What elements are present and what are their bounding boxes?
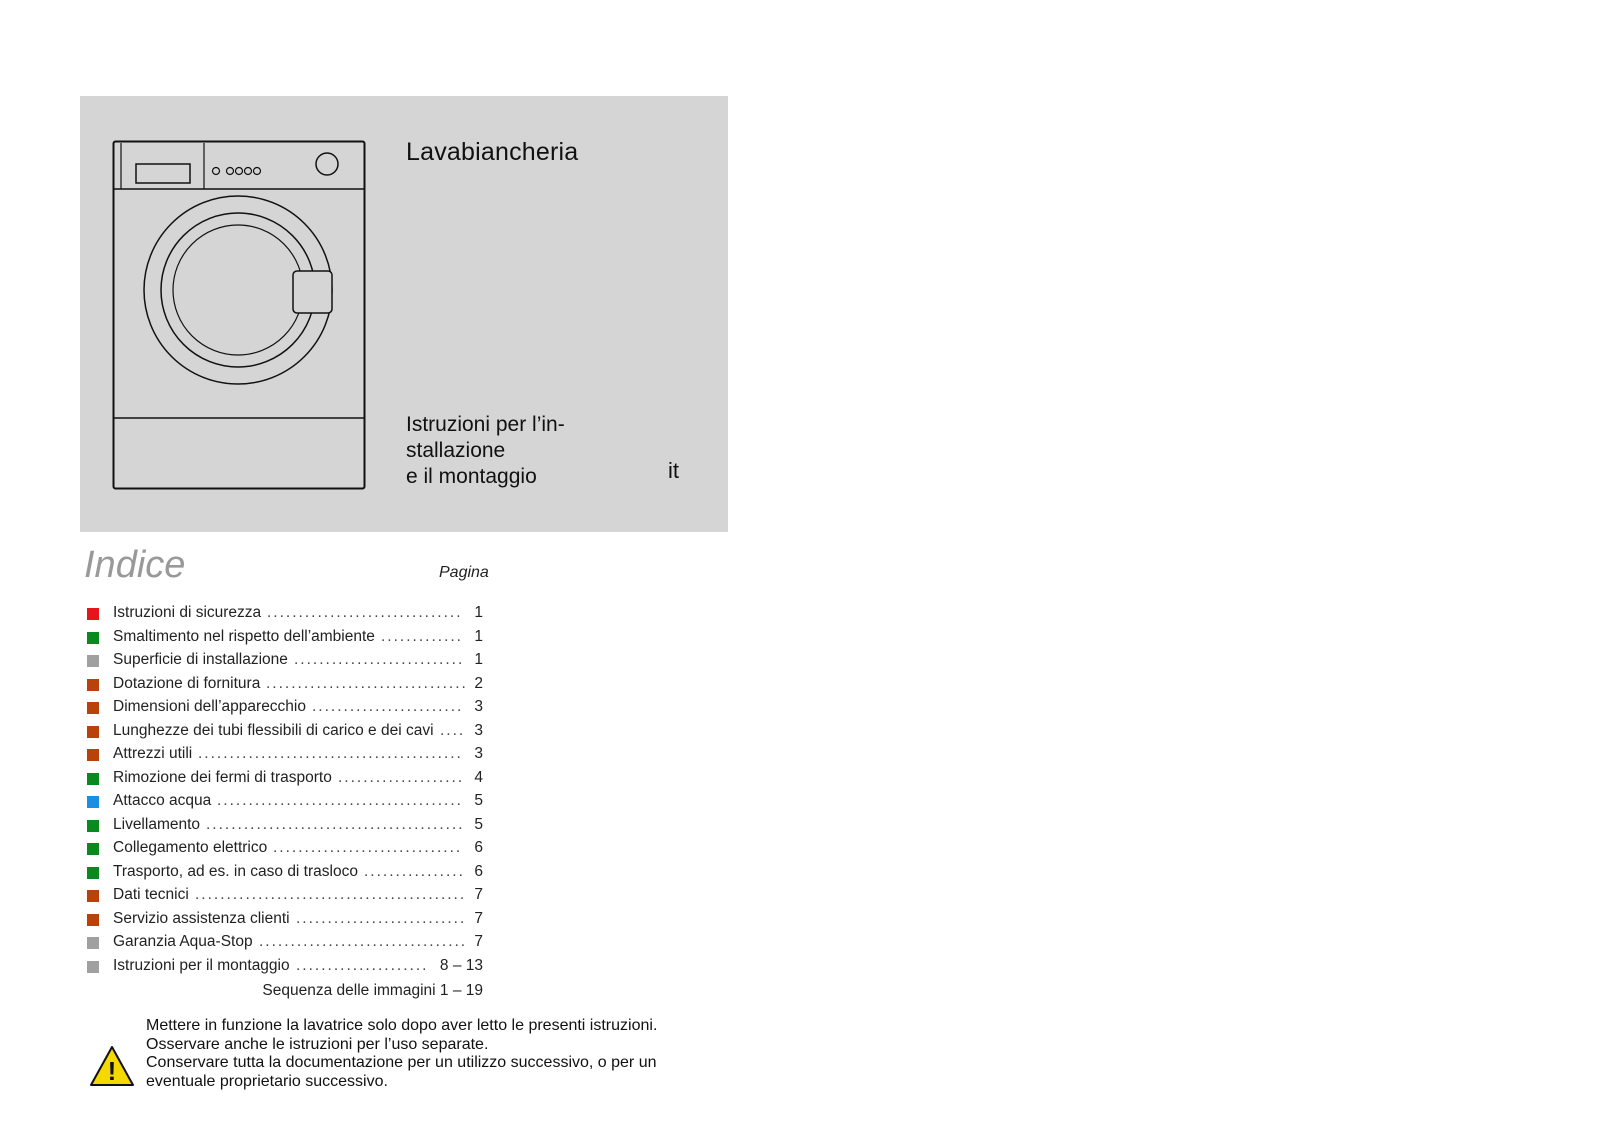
toc-leader-dots: ................ <box>364 862 465 880</box>
toc-leader-dots: .............................. <box>273 839 463 856</box>
toc-color-marker <box>87 914 99 926</box>
toc-leader-dots: ............. <box>381 627 463 645</box>
toc-leader-dots: ................................. <box>259 933 468 950</box>
toc-item <box>87 792 483 816</box>
toc-item <box>87 651 483 675</box>
toc-item <box>87 769 483 793</box>
toc-item-page: 7 <box>474 886 483 903</box>
toc-item-label: Istruzioni per il montaggio <box>113 956 290 974</box>
toc-item-label: Lunghezze dei tubi flessibili di carico e dei cavi <box>113 721 434 739</box>
washing-machine-icon <box>112 140 366 490</box>
toc-color-marker <box>87 820 99 832</box>
cover-subtitle: Istruzioni per l’in- stallazione e il montaggio <box>406 413 565 488</box>
toc-item-label: Attacco acqua <box>113 792 212 809</box>
toc-leader-dots: ........................... <box>294 651 465 668</box>
toc-item-label: Smaltimento nel rispetto dell’ambiente <box>113 627 375 645</box>
toc-item <box>87 886 483 910</box>
toc-color-marker <box>87 843 99 855</box>
toc-leader-dots: ..................... <box>296 956 429 974</box>
toc-item-page: 3 <box>474 721 483 739</box>
toc-item <box>87 628 483 652</box>
toc-item-label: Dati tecnici <box>113 886 189 903</box>
toc-item-page: 6 <box>474 862 483 880</box>
toc-item-label: Istruzioni di sicurezza <box>113 604 262 621</box>
toc-color-marker <box>87 679 99 691</box>
toc-item-page: 8 – 13 <box>439 956 483 974</box>
toc-leader-dots: ................................ <box>266 674 468 692</box>
toc-leader-dots: ....................................... <box>217 792 463 809</box>
toc-item-page: 2 <box>474 674 483 692</box>
toc-item <box>87 933 483 957</box>
toc-heading: Indice <box>84 544 186 586</box>
toc-item-page: 7 <box>474 933 483 950</box>
toc-item-page: 6 <box>474 839 483 856</box>
toc-color-marker <box>87 890 99 902</box>
toc-item-page: 3 <box>474 745 483 762</box>
warning-icon <box>89 1045 135 1087</box>
toc-item-label: Dotazione di fornitura <box>113 674 261 692</box>
toc-item <box>87 745 483 769</box>
toc-leader-dots: ........................................... <box>195 886 467 903</box>
toc-extra-line: Sequenza delle immagini 1 – 19 <box>262 982 483 999</box>
toc-color-marker <box>87 632 99 644</box>
toc-item-label: Collegamento elettrico <box>113 839 268 856</box>
toc-item <box>87 863 483 887</box>
toc-item-label: Servizio assistenza clienti <box>113 909 290 927</box>
toc-color-marker <box>87 961 99 973</box>
toc-item-label: Livellamento <box>113 815 201 833</box>
toc-item <box>87 722 483 746</box>
toc-item-label: Rimozione dei fermi di trasporto <box>113 768 332 786</box>
toc-leader-dots: ........................... <box>296 909 467 927</box>
toc-item-label: Superficie di installazione <box>113 651 288 668</box>
toc-item-page: 1 <box>474 651 483 668</box>
toc-color-marker <box>87 867 99 879</box>
toc-item-page: 3 <box>474 698 483 715</box>
cover-title: Lavabiancheria <box>406 138 579 166</box>
toc-color-marker <box>87 655 99 667</box>
toc-item <box>87 816 483 840</box>
toc-item-page: 5 <box>474 815 483 833</box>
toc-item-page: 5 <box>474 792 483 809</box>
toc-item-label: Trasporto, ad es. in caso di trasloco <box>113 862 358 880</box>
toc-item-page: 1 <box>474 627 483 645</box>
toc-color-marker <box>87 796 99 808</box>
table-of-contents <box>87 604 483 980</box>
warning-text: Mettere in funzione la lavatrice solo dopo aver letto le presenti istruzioni. Osservare anche le istruzioni per l’uso separate. Conservare tutta la documentazione per un utilizzo successivo, o per un eventuale proprietario successivo. <box>146 1017 658 1090</box>
toc-color-marker <box>87 937 99 949</box>
toc-item <box>87 675 483 699</box>
toc-item-page: 1 <box>474 604 483 621</box>
toc-page-header: Pagina <box>439 564 489 581</box>
toc-item-page: 7 <box>474 909 483 927</box>
toc-color-marker <box>87 773 99 785</box>
toc-item-label: Attrezzi utili <box>113 745 193 762</box>
svg-text:!: ! <box>107 1056 117 1086</box>
toc-leader-dots: ......................................... <box>206 815 465 833</box>
cover-panel <box>80 96 728 532</box>
toc-item <box>87 698 483 722</box>
toc-leader-dots: .................... <box>338 768 465 786</box>
toc-item-label: Dimensioni dell’apparecchio <box>113 698 306 715</box>
toc-item <box>87 957 483 981</box>
toc-item-page: 4 <box>474 768 483 786</box>
toc-item <box>87 839 483 863</box>
toc-leader-dots: .... <box>440 721 466 739</box>
toc-color-marker <box>87 702 99 714</box>
toc-item <box>87 604 483 628</box>
toc-color-marker <box>87 726 99 738</box>
toc-leader-dots: ........................ <box>312 698 464 715</box>
toc-leader-dots: ............................... <box>267 604 463 621</box>
language-code: it <box>668 458 679 483</box>
toc-item <box>87 910 483 934</box>
toc-item-label: Garanzia Aqua-Stop <box>113 933 253 950</box>
toc-color-marker <box>87 608 99 620</box>
toc-leader-dots: .......................................... <box>198 745 463 762</box>
toc-color-marker <box>87 749 99 761</box>
